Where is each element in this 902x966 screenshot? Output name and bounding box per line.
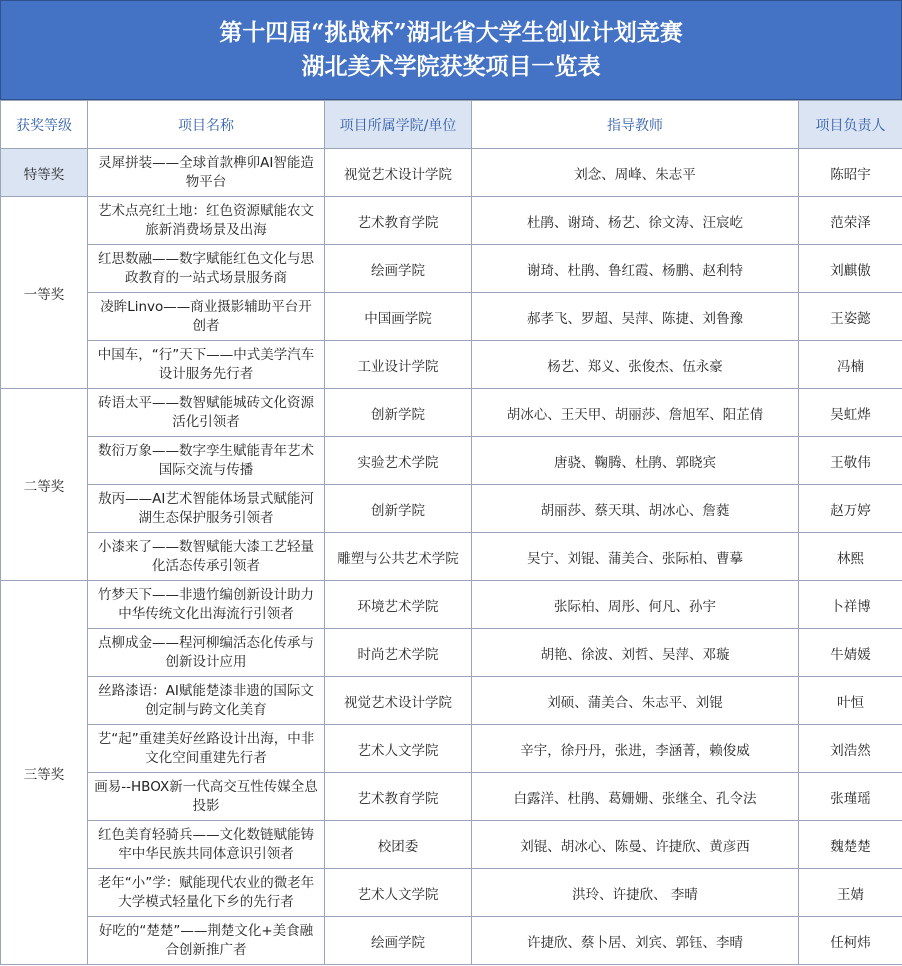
leader-cell: 冯楠 [799, 341, 902, 389]
header-unit: 项目所属学院/单位 [325, 101, 472, 149]
teachers-cell: 杨艺、郑义、张俊杰、伍永豪 [472, 341, 799, 389]
table-row [1, 869, 902, 917]
leader-cell: 张瑾瑶 [799, 773, 902, 821]
unit-cell: 艺术人文学院 [325, 869, 472, 917]
teachers-cell: 张际柏、周彤、何凡、孙宇 [472, 581, 799, 629]
table-row [1, 725, 902, 773]
unit-cell: 绘画学院 [325, 245, 472, 293]
teachers-cell: 谢琦、杜鹃、鲁红霞、杨鹏、赵利特 [472, 245, 799, 293]
leader-cell: 赵万婷 [799, 485, 902, 533]
leader-cell: 任柯炜 [799, 917, 902, 965]
unit-cell: 实验艺术学院 [325, 437, 472, 485]
unit-cell: 视觉艺术设计学院 [325, 677, 472, 725]
table-row [1, 821, 902, 869]
table-row [1, 485, 902, 533]
table-row [1, 677, 902, 725]
table-row [1, 293, 902, 341]
project-name-cell: 点柳成金——程河柳编活态化传承与创新设计应用 [88, 629, 325, 677]
unit-cell: 艺术人文学院 [325, 725, 472, 773]
award-level-cell: 特等奖 [1, 149, 88, 197]
award-table [0, 100, 902, 965]
table-row [1, 533, 902, 581]
project-name-cell: 砖语太平——数智赋能城砖文化资源活化引领者 [88, 389, 325, 437]
unit-cell: 中国画学院 [325, 293, 472, 341]
teachers-cell: 刘锟、胡冰心、陈曼、许捷欣、黄彦西 [472, 821, 799, 869]
teachers-cell: 辛宇，徐丹丹，张进，李涵菁，赖俊威 [472, 725, 799, 773]
header-row [1, 101, 902, 149]
table-row [1, 437, 902, 485]
teachers-cell: 杜鹃、谢琦、杨艺、徐文涛、汪宸屹 [472, 197, 799, 245]
project-name-cell: 画易--HBOX新一代高交互性传媒全息投影 [88, 773, 325, 821]
leader-cell: 吴虹烨 [799, 389, 902, 437]
leader-cell: 王婧 [799, 869, 902, 917]
unit-cell: 校团委 [325, 821, 472, 869]
table-row [1, 629, 902, 677]
project-name-cell: 数衍万象——数字孪生赋能青年艺术国际交流与传播 [88, 437, 325, 485]
teachers-cell: 刘念、周峰、朱志平 [472, 149, 799, 197]
sheet-title [0, 0, 902, 100]
header-teachers: 指导教师 [472, 101, 799, 149]
table-row [1, 389, 902, 437]
table-row [1, 341, 902, 389]
leader-cell: 林熙 [799, 533, 902, 581]
teachers-cell: 许捷欣、蔡卜居、刘宾、郭钰、李晴 [472, 917, 799, 965]
project-name-cell: 中国车，“行”天下——中式美学汽车设计服务先行者 [88, 341, 325, 389]
leader-cell: 叶恒 [799, 677, 902, 725]
table-row [1, 917, 902, 965]
unit-cell: 工业设计学院 [325, 341, 472, 389]
award-level-cell: 一等奖 [1, 197, 88, 389]
leader-cell: 魏楚楚 [799, 821, 902, 869]
project-name-cell: 竹梦天下——非遗竹编创新设计助力中华传统文化出海流行引领者 [88, 581, 325, 629]
header-leader: 项目负责人 [799, 101, 902, 149]
unit-cell: 艺术教育学院 [325, 773, 472, 821]
teachers-cell: 唐骁、鞠腾、杜鹃、郭晓宾 [472, 437, 799, 485]
teachers-cell: 刘硕、蒲美合、朱志平、刘锟 [472, 677, 799, 725]
header-level: 获奖等级 [1, 101, 88, 149]
table-row [1, 245, 902, 293]
leader-cell: 刘浩然 [799, 725, 902, 773]
project-name-cell: 老年“小”学：赋能现代农业的微老年大学模式轻量化下乡的先行者 [88, 869, 325, 917]
leader-cell: 牛婧媛 [799, 629, 902, 677]
project-name-cell: 艺“起”重建美好丝路设计出海，中非文化空间重建先行者 [88, 725, 325, 773]
teachers-cell: 吴宁、刘锟、蒲美合、张际柏、曹摹 [472, 533, 799, 581]
leader-cell: 陈昭宇 [799, 149, 902, 197]
leader-cell: 王敬伟 [799, 437, 902, 485]
table-row [1, 581, 902, 629]
unit-cell: 视觉艺术设计学院 [325, 149, 472, 197]
title-line-1: 第十四届“挑战杯”湖北省大学生创业计划竞赛 [219, 19, 683, 46]
project-name-cell: 灵犀拼装——全球首款榫卯AI智能造物平台 [88, 149, 325, 197]
table-body [1, 149, 902, 965]
unit-cell: 环境艺术学院 [325, 581, 472, 629]
project-name-cell: 敖丙——AI艺术智能体场景式赋能河湖生态保护服务引领者 [88, 485, 325, 533]
teachers-cell: 胡冰心、王天甲、胡丽莎、詹旭军、阳芷倩 [472, 389, 799, 437]
unit-cell: 时尚艺术学院 [325, 629, 472, 677]
project-name-cell: 丝路漆语：AI赋能楚漆非遗的国际文创定制与跨文化美育 [88, 677, 325, 725]
project-name-cell: 好吃的“楚楚”——荆楚文化+美食融合创新推广者 [88, 917, 325, 965]
title-line-2: 湖北美术学院获奖项目一览表 [301, 53, 601, 80]
unit-cell: 创新学院 [325, 485, 472, 533]
unit-cell: 绘画学院 [325, 917, 472, 965]
award-level-cell: 三等奖 [1, 581, 88, 965]
project-name-cell: 红思数融——数字赋能红色文化与思政教育的一站式场景服务商 [88, 245, 325, 293]
award-level-cell: 二等奖 [1, 389, 88, 581]
leader-cell: 刘麒傲 [799, 245, 902, 293]
project-name-cell: 凌眸Linvo——商业摄影辅助平台开创者 [88, 293, 325, 341]
unit-cell: 艺术教育学院 [325, 197, 472, 245]
unit-cell: 创新学院 [325, 389, 472, 437]
table-row [1, 773, 902, 821]
header-project: 项目名称 [88, 101, 325, 149]
teachers-cell: 胡丽莎、蔡天琪、胡冰心、詹蕤 [472, 485, 799, 533]
project-name-cell: 艺术点亮红土地：红色资源赋能农文旅新消费场景及出海 [88, 197, 325, 245]
teachers-cell: 白露洋、杜鹃、葛姗姗、张继全、孔令法 [472, 773, 799, 821]
teachers-cell: 胡艳、徐波、刘哲、吴萍、邓璇 [472, 629, 799, 677]
unit-cell: 雕塑与公共艺术学院 [325, 533, 472, 581]
leader-cell: 范荣泽 [799, 197, 902, 245]
leader-cell: 卜祥博 [799, 581, 902, 629]
teachers-cell: 洪玲、许捷欣、 李晴 [472, 869, 799, 917]
table-row [1, 149, 902, 197]
teachers-cell: 郝孝飞、罗超、吴萍、陈捷、刘鲁豫 [472, 293, 799, 341]
table-row [1, 197, 902, 245]
project-name-cell: 红色美育轻骑兵——文化数链赋能铸牢中华民族共同体意识引领者 [88, 821, 325, 869]
project-name-cell: 小漆来了——数智赋能大漆工艺轻量化活态传承引领者 [88, 533, 325, 581]
leader-cell: 王姿懿 [799, 293, 902, 341]
